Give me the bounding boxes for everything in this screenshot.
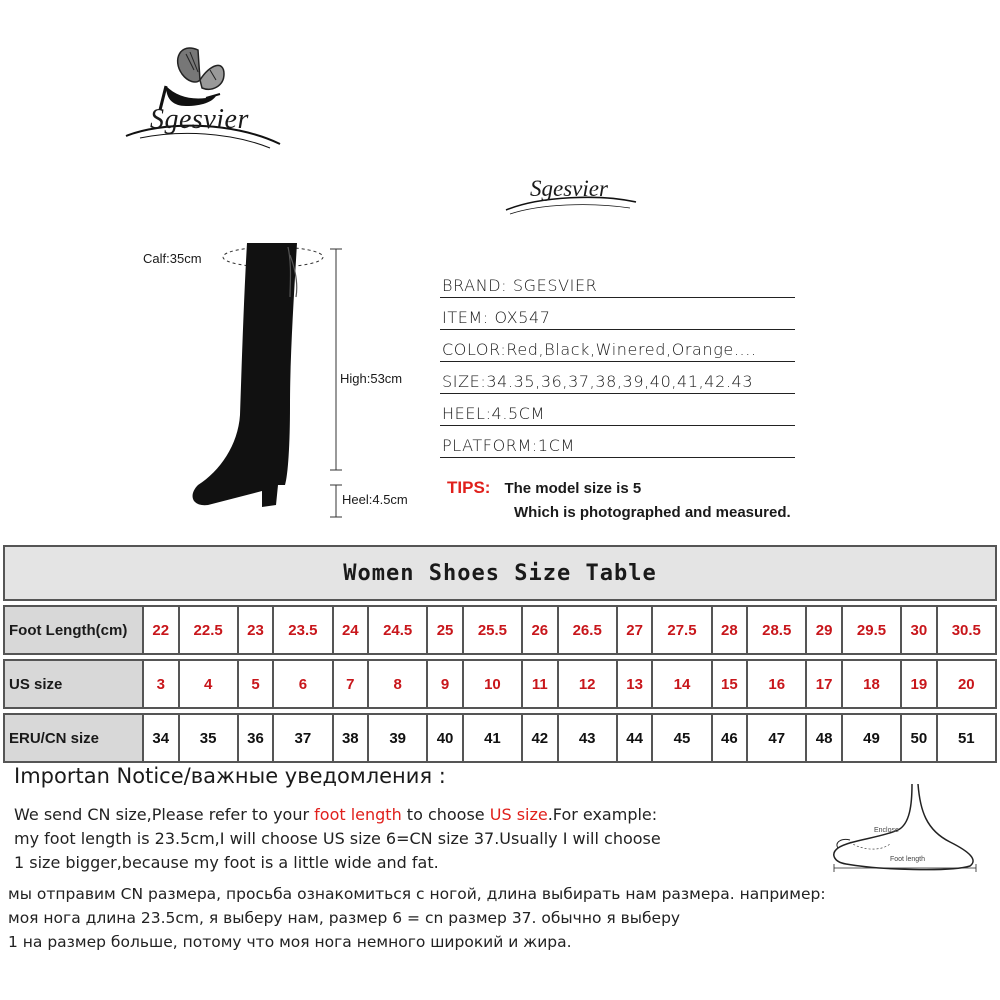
size-cell: 26 — [522, 606, 558, 654]
notice-en-line3: 1 size bigger,because my foot is a little wide and fat. — [14, 853, 439, 872]
size-cell: 40 — [427, 714, 463, 762]
size-cell: 25.5 — [463, 606, 522, 654]
size-table-row — [4, 660, 996, 708]
size-row-header: Foot Length(cm) — [4, 606, 143, 654]
brand-name-secondary: Sgesvier — [530, 176, 608, 201]
tips-label: TIPS: — [447, 478, 491, 497]
boot-figure — [140, 235, 430, 525]
size-row-header: US size — [4, 660, 143, 708]
size-cell: 22 — [143, 606, 179, 654]
size-cell: 27 — [617, 606, 653, 654]
butterfly-shoe-icon — [120, 40, 290, 160]
size-cell: 35 — [179, 714, 238, 762]
size-cell: 24.5 — [368, 606, 427, 654]
size-cell: 30.5 — [937, 606, 996, 654]
brand-name: Sgesvier — [150, 104, 249, 135]
size-table-row — [4, 606, 996, 654]
size-cell: 30 — [901, 606, 937, 654]
foot-diagram — [820, 780, 990, 880]
spec-size: SIZE:34.35,36,37,38,39,40,41,42.43 — [440, 362, 795, 394]
size-cell: 39 — [368, 714, 427, 762]
size-cell: 22.5 — [179, 606, 238, 654]
height-measurement: High:53cm — [340, 371, 403, 386]
heel-measurement: Heel:4.5cm — [342, 492, 408, 507]
size-cell: 26.5 — [558, 606, 617, 654]
size-cell: 6 — [273, 660, 332, 708]
size-cell: 34 — [143, 714, 179, 762]
spec-heel: HEEL:4.5CM — [440, 394, 795, 426]
size-cell: 7 — [333, 660, 369, 708]
size-cell: 8 — [368, 660, 427, 708]
size-cell: 3 — [143, 660, 179, 708]
size-cell: 17 — [806, 660, 842, 708]
foot-outline-icon — [820, 780, 990, 880]
size-row-header: ERU/CN size — [4, 714, 143, 762]
notice-ru-line3: 1 на размер больше, потому что моя нога немного широкий и жира. — [8, 933, 572, 951]
notice-en-line1: We send CN size,Please refer to your foot length to choose US size.For example: — [14, 805, 658, 824]
size-cell: 19 — [901, 660, 937, 708]
size-cell: 23 — [238, 606, 274, 654]
size-cell: 10 — [463, 660, 522, 708]
size-cell: 9 — [427, 660, 463, 708]
size-cell: 51 — [937, 714, 996, 762]
size-cell: 42 — [522, 714, 558, 762]
us-size-highlight: US size — [489, 805, 548, 824]
size-cell: 24 — [333, 606, 369, 654]
size-cell: 23.5 — [273, 606, 332, 654]
notice-en-line2: my foot length is 23.5cm,I will choose US size 6=CN size 37.Usually I will choose — [14, 829, 661, 848]
brand-logo — [120, 40, 290, 160]
size-cell: 15 — [712, 660, 748, 708]
size-cell: 50 — [901, 714, 937, 762]
size-cell: 38 — [333, 714, 369, 762]
size-cell: 11 — [522, 660, 558, 708]
brand-logo-secondary — [500, 172, 650, 222]
size-cell: 37 — [273, 714, 332, 762]
spec-brand: BRAND: SGESVIER — [440, 266, 795, 298]
spec-color: COLOR:Red,Black,Winered,Orange.... — [440, 330, 795, 362]
size-table-row — [4, 714, 996, 762]
calf-measurement: Calf:35cm — [143, 251, 202, 266]
size-cell: 28.5 — [747, 606, 806, 654]
notice-russian — [8, 882, 826, 954]
size-cell: 13 — [617, 660, 653, 708]
size-cell: 27.5 — [652, 606, 711, 654]
size-cell: 12 — [558, 660, 617, 708]
notice-title: Importan Notice/важные уведомления : — [14, 764, 446, 788]
tips — [447, 478, 791, 521]
size-cell: 18 — [842, 660, 901, 708]
size-table — [3, 545, 997, 763]
size-table-title: Women Shoes Size Table — [4, 546, 996, 600]
size-cell: 28 — [712, 606, 748, 654]
spec-item: ITEM: OX547 — [440, 298, 795, 330]
size-cell: 41 — [463, 714, 522, 762]
size-cell: 20 — [937, 660, 996, 708]
spec-platform: PLATFORM:1CM — [440, 426, 795, 458]
tips-line2: Which is photographed and measured. — [514, 504, 791, 521]
size-cell: 46 — [712, 714, 748, 762]
size-cell: 16 — [747, 660, 806, 708]
enclose-label: Enclose — [874, 827, 899, 834]
size-cell: 14 — [652, 660, 711, 708]
size-cell: 29 — [806, 606, 842, 654]
foot-length-label: Foot length — [890, 856, 926, 863]
notice-english — [14, 803, 661, 875]
size-cell: 29.5 — [842, 606, 901, 654]
tips-line1: The model size is 5 — [504, 480, 642, 497]
size-cell: 48 — [806, 714, 842, 762]
size-cell: 43 — [558, 714, 617, 762]
size-cell: 25 — [427, 606, 463, 654]
foot-length-highlight: foot length — [314, 805, 402, 824]
notice-ru-line2: моя нога длина 23.5cm, я выберу нам, размер 6 = cn размер 37. обычно я выберу — [8, 909, 681, 927]
size-cell: 5 — [238, 660, 274, 708]
size-cell: 45 — [652, 714, 711, 762]
notice-ru-line1: мы отправим CN размера, просьба ознакомиться с ногой, длина выбирать нам размера. например: — [8, 885, 826, 903]
size-cell: 44 — [617, 714, 653, 762]
size-cell: 47 — [747, 714, 806, 762]
product-specs — [440, 266, 795, 458]
size-cell: 49 — [842, 714, 901, 762]
size-cell: 4 — [179, 660, 238, 708]
size-cell: 36 — [238, 714, 274, 762]
